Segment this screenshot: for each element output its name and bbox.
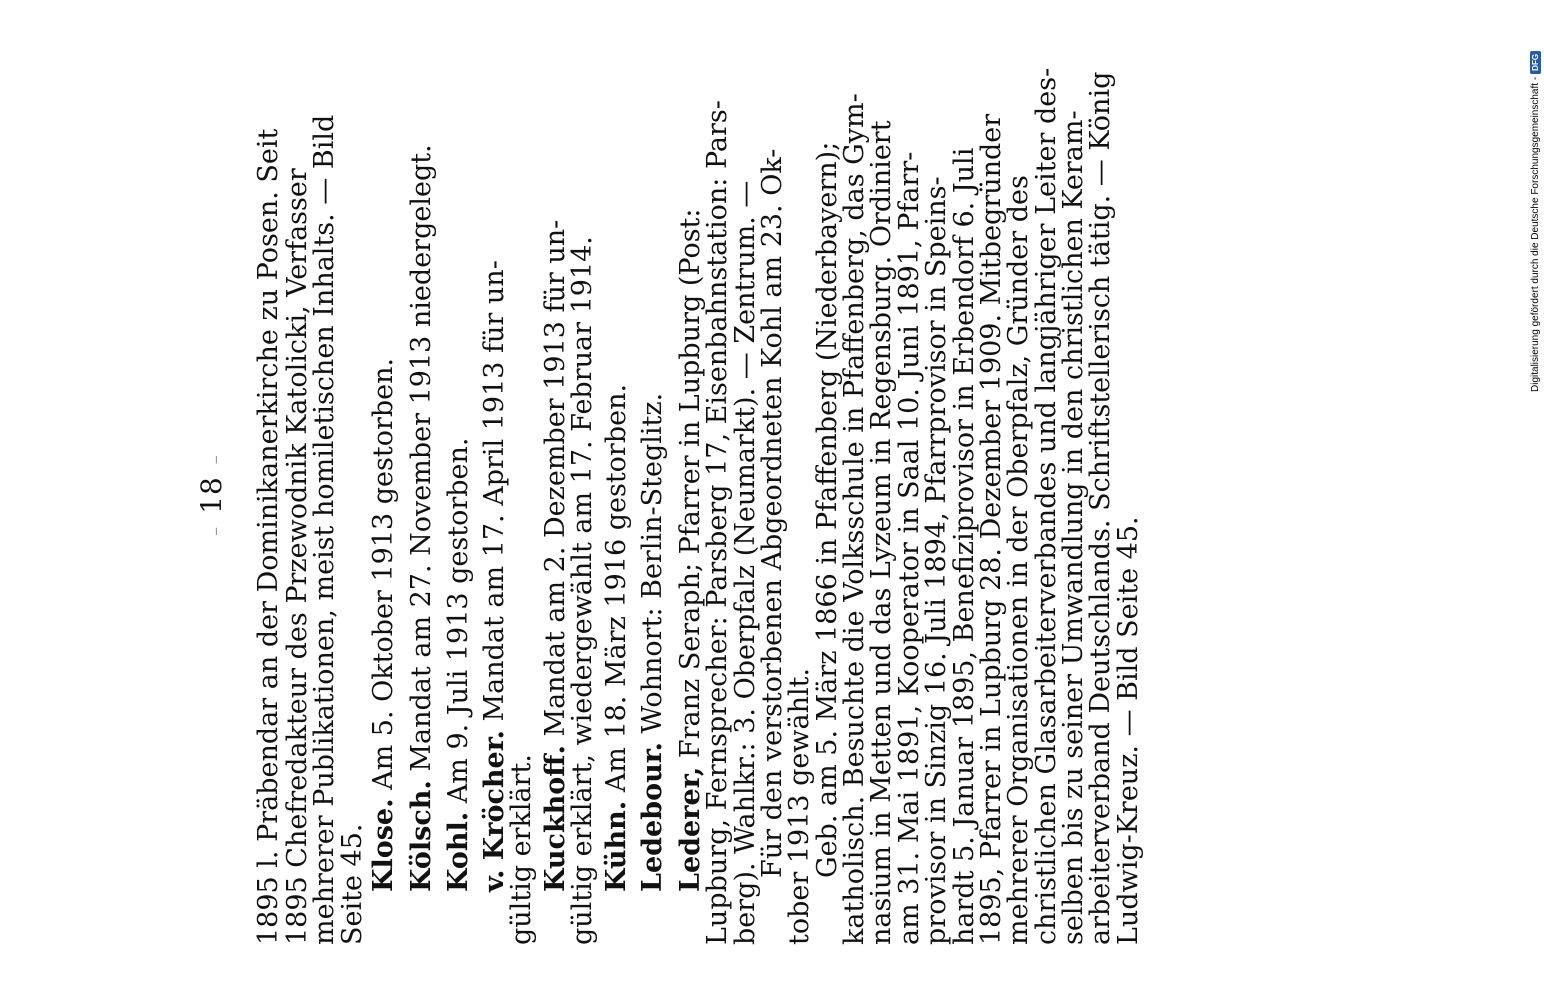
text-line: provisor in Sinzig 16. Juli 1894, Pfarrprovisor in Speins-: [921, 176, 952, 945]
text-line: Geb. am 5. März 1866 in Pfaffenberg (Niederbayern);: [812, 141, 843, 878]
text-line: 1895, Pfarrer in Lupburg 28. Dezember 1909. Mitbegründer: [976, 113, 1007, 945]
entry-text: Franz Seraph; Pfarrer in Lupburg (Post:: [675, 208, 706, 767]
entry-text: Mandat am 27. November 1913 niedergelegt.: [406, 144, 437, 781]
rotated-page: [185, 45, 1375, 945]
entry-text: Am 9. Juli 1913 gestorben.: [443, 437, 474, 812]
page-number-value: 18: [195, 476, 228, 514]
entry-heading-line: [677, 0, 704, 945]
entry-name: Kohl.: [443, 811, 474, 892]
entry-heading-line: [542, 0, 569, 945]
entry-text: Mandat am 17. April 1913 für un-: [479, 260, 510, 731]
dfg-funding-note: [1528, 2, 1542, 392]
text-line: katholisch. Besuchte die Volksschule in Pfaffenberg, das Gym-: [839, 93, 870, 945]
entry-name: Kühn.: [601, 800, 632, 892]
text-line: Für den verstorbenen Abgeordneten Kohl am 23. Ok-: [757, 148, 788, 878]
dfg-funding-text: Digitalisierung gefördert durch die Deutsche Forschungsgemeinschaft -: [1529, 76, 1541, 392]
entry-heading-line: [639, 0, 666, 945]
page-number-dash-right: –: [205, 454, 226, 465]
text-line: berg). Wahlkr.: 3. Oberpfalz (Neumarkt). — Zentrum. —: [730, 180, 761, 945]
page-number-dash-left: –: [205, 525, 226, 536]
dfg-logo: DFG: [1530, 51, 1541, 74]
entry-text: Am 5. Oktober 1913 gestorben.: [368, 357, 399, 799]
text-line: hardt 5. Januar 1895, Benefiziprovisor in Erbendorf 6. Juli: [949, 147, 980, 945]
text-line: mehrerer Organisationen in der Oberpfalz, Gründer des: [1003, 175, 1034, 945]
page-number: [195, 45, 228, 945]
text-line: tober 1913 gewählt.: [784, 667, 815, 945]
entry-name: Lederer,: [675, 766, 706, 892]
text-line: selben bis zu seiner Umwandlung in den christlichen Keram-: [1058, 110, 1089, 945]
text-line: Ludwig-Kreuz. — Bild Seite 45.: [1113, 516, 1144, 945]
entry-name: v. Kröcher.: [479, 730, 510, 892]
text-line: Seite 45.: [337, 823, 368, 945]
text-line: Lupburg, Fernsprecher: Parsberg 17, Eisenbahnstation: Pars-: [702, 100, 733, 945]
entry-text: Mandat am 2. Dezember 1913 für un-: [540, 219, 571, 746]
text-line: 1895 l. Präbendar an der Dominikanerkirche zu Posen. Seit: [253, 128, 284, 945]
text-line: gültig erklärt.: [506, 754, 537, 945]
text-line: arbeiterverband Deutschlands. Schriftstellerisch tätig. — König: [1085, 71, 1116, 945]
entry-heading-line: [603, 0, 630, 945]
entry-heading-line: [481, 0, 508, 945]
entry-name: Ledebour.: [637, 742, 668, 892]
text-line: am 31. Mai 1891, Kooperator in Saal 10. Juni 1891, Pfarr-: [894, 151, 925, 945]
text-line: christlichen Glasarbeiterverbandes und langjähriger Leiter des-: [1031, 67, 1062, 945]
text-line: 1895 Chefredakteur des Przewodnik Katolicki, Verfasser: [282, 168, 313, 945]
text-line: gültig erklärt, wiedergewählt am 17. Februar 1914.: [567, 236, 598, 945]
entry-name: Kölsch.: [406, 780, 437, 892]
text-line: nasium in Metten und das Lyzeum in Regensburg. Ordiniert: [866, 120, 897, 945]
entry-text: Wohnort: Berlin-Steglitz.: [637, 392, 668, 743]
entry-heading-line: [370, 0, 397, 945]
text-line: mehrerer Publikationen, meist homiletischen Inhalts. — Bild: [309, 114, 340, 945]
entry-text: Am 18. März 1916 gestorben.: [601, 383, 632, 801]
entry-name: Klose.: [368, 798, 399, 892]
entry-heading-line: [445, 0, 472, 945]
entry-name: Kuckhoff.: [540, 745, 571, 892]
entry-heading-line: [408, 0, 435, 945]
